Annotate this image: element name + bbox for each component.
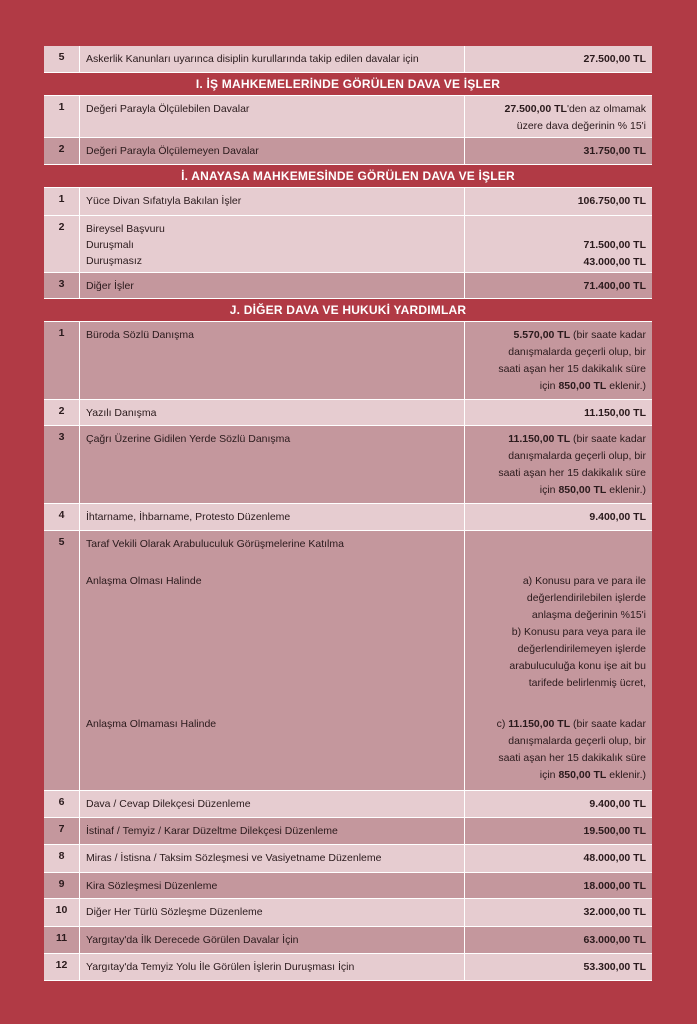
row-fee: 32.000,00 TL	[583, 906, 646, 918]
row-fee: 9.400,00 TL	[589, 798, 646, 810]
table-row	[44, 96, 652, 138]
row-description: İstinaf / Temyiz / Karar Düzeltme Dilekçesi Düzenleme	[80, 818, 465, 844]
row-number: 5	[44, 531, 80, 790]
section-header-is-mahkemeleri: I. İŞ MAHKEMELERİNDE GÖRÜLEN DAVA VE İŞLER	[44, 73, 652, 96]
row-description: Değeri Parayla Ölçülebilen Davalar	[80, 96, 465, 137]
fee-option-a: a) Konusu para ve para ile değerlendirilebilen işlerde anlaşma değerinin %15'i	[522, 575, 646, 621]
table-row	[44, 504, 652, 531]
row-number: 1	[44, 188, 80, 215]
row-description: Yazılı Danışma	[80, 400, 465, 425]
fee-option-c: c) 11.150,00 TL (bir saate kadar danışmalarda geçerli olup, bir saati aşan her 15 dakikalık süre için 850,00 TL eklenir.)	[496, 718, 646, 781]
row-description: Dava / Cevap Dilekçesi Düzenleme	[80, 791, 465, 817]
row-description: Yargıtay'da Temyiz Yolu İle Görülen İşlerin Duruşması İçin	[80, 954, 465, 980]
row-fee: 106.750,00 TL	[577, 195, 646, 207]
row-fee: 31.750,00 TL	[583, 145, 646, 157]
row-number: 2	[44, 138, 80, 164]
row-fee: 71.400,00 TL	[583, 280, 646, 292]
row-description-sub: Duruşmasız	[86, 255, 143, 267]
table-row	[44, 426, 652, 504]
row-number: 10	[44, 899, 80, 926]
row-number: 12	[44, 954, 80, 980]
table-row	[44, 216, 652, 273]
row-fee: 5.570,00 TL (bir saate kadar danışmalarda geçerli olup, bir saati aşan her 15 dakikalık süre için 850,00 TL eklenir.)	[498, 329, 646, 392]
row-description	[80, 216, 465, 272]
row-number: 4	[44, 504, 80, 530]
row-fee: 63.000,00 TL	[583, 934, 646, 946]
fee-option-b: b) Konusu para veya para ile değerlendirilemeyen işlerde arabuluculuğa konu işe ait bu tarifede belirlenmiş ücret,	[509, 626, 646, 689]
row-number: 7	[44, 818, 80, 844]
row-fee: 27.500,00 TL'den az olmamak üzere dava değerinin % 15'i	[504, 103, 646, 132]
row-number: 3	[44, 426, 80, 503]
row-description: İhtarname, İhbarname, Protesto Düzenleme	[80, 504, 465, 530]
row-number: 9	[44, 873, 80, 898]
table-row	[44, 322, 652, 400]
row-description: Büroda Sözlü Danışma	[80, 322, 465, 399]
row-fee: 18.000,00 TL	[583, 880, 646, 892]
row-number: 5	[44, 46, 80, 72]
row-fee: 27.500,00 TL	[583, 53, 646, 65]
table-row	[44, 531, 652, 791]
table-row	[44, 46, 652, 73]
table-row	[44, 899, 652, 927]
row-fee: 19.500,00 TL	[583, 825, 646, 837]
row-fee: 9.400,00 TL	[589, 511, 646, 523]
row-description: Yargıtay'da İlk Derecede Görülen Davalar İçin	[80, 927, 465, 953]
section-header-diger-dava: J. DİĞER DAVA VE HUKUKİ YARDIMLAR	[44, 299, 652, 322]
table-row	[44, 927, 652, 954]
row-fee	[465, 531, 652, 790]
table-row	[44, 845, 652, 873]
section-header-anayasa-mahkemesi: İ. ANAYASA MAHKEMESİNDE GÖRÜLEN DAVA VE İŞLER	[44, 165, 652, 188]
table-row	[44, 138, 652, 165]
row-fee: 11.150,00 TL (bir saate kadar danışmalarda geçerli olup, bir saati aşan her 15 dakikalık süre için 850,00 TL eklenir.)	[498, 433, 646, 496]
row-number: 6	[44, 791, 80, 817]
row-fee: 11.150,00 TL	[584, 407, 646, 419]
row-description: Yüce Divan Sıfatıyla Bakılan İşler	[80, 188, 465, 215]
row-description-title: Taraf Vekili Olarak Arabuluculuk Görüşmelerine Katılma	[86, 538, 344, 550]
row-number: 1	[44, 322, 80, 399]
row-number: 3	[44, 273, 80, 298]
table-row	[44, 400, 652, 426]
row-number: 2	[44, 400, 80, 425]
row-fee: 53.300,00 TL	[583, 961, 646, 973]
row-fee: 71.500,00 TL 43.000,00 TL	[583, 239, 646, 268]
row-number: 1	[44, 96, 80, 137]
row-description: Değeri Parayla Ölçülemeyen Davalar	[80, 138, 465, 164]
table-row	[44, 873, 652, 899]
row-description-sub: Anlaşma Olmaması Halinde	[86, 718, 217, 730]
row-description-title: Bireysel Başvuru	[86, 223, 165, 235]
table-row	[44, 954, 652, 981]
row-description: Diğer İşler	[80, 273, 465, 298]
row-description-sub: Duruşmalı	[86, 239, 134, 251]
row-number: 11	[44, 927, 80, 953]
row-description-sub: Anlaşma Olması Halinde	[86, 575, 202, 587]
row-description: Miras / İstisna / Taksim Sözleşmesi ve Vasiyetname Düzenleme	[80, 845, 465, 872]
table-row	[44, 188, 652, 216]
fee-table	[44, 46, 652, 981]
row-fee: 48.000,00 TL	[583, 852, 646, 864]
row-number: 2	[44, 216, 80, 272]
table-row	[44, 273, 652, 299]
row-number: 8	[44, 845, 80, 872]
table-row	[44, 791, 652, 818]
row-description: Askerlik Kanunları uyarınca disiplin kurullarında takip edilen davalar için	[80, 46, 465, 72]
row-description	[80, 531, 465, 790]
table-row	[44, 818, 652, 845]
row-description: Kira Sözleşmesi Düzenleme	[80, 873, 465, 898]
row-description: Çağrı Üzerine Gidilen Yerde Sözlü Danışma	[80, 426, 465, 503]
row-description: Diğer Her Türlü Sözleşme Düzenleme	[80, 899, 465, 926]
